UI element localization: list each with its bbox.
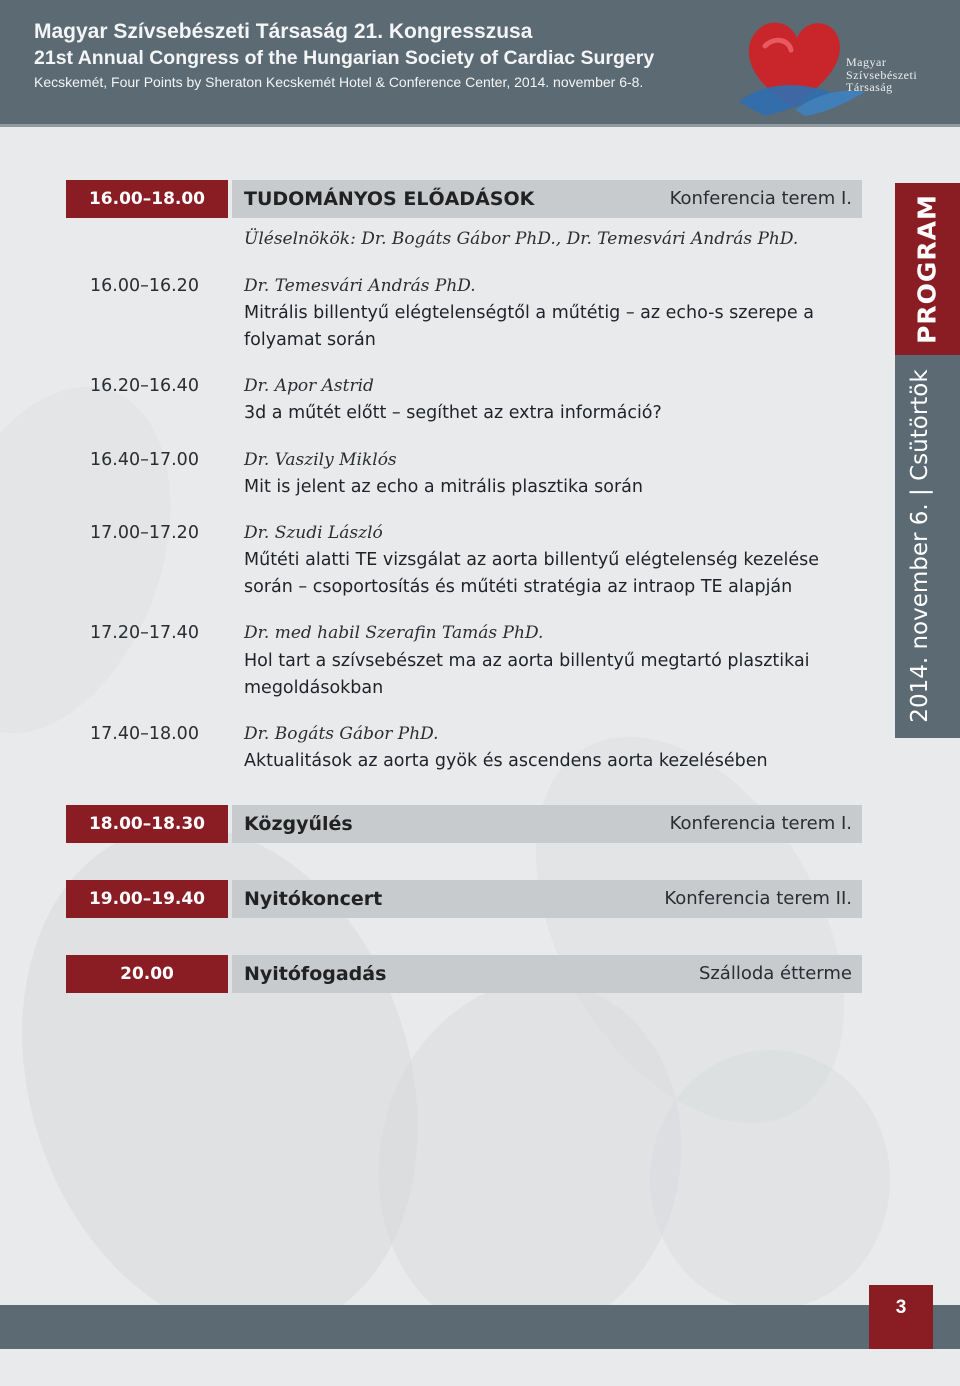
session-chairs: Üléselnökök: Dr. Bogáts Gábor PhD., Dr. Temesvári András PhD.: [244, 229, 799, 249]
session-bar-body: [232, 180, 862, 218]
page-footer: [0, 1305, 960, 1349]
talk-time: 17.40–18.00: [90, 724, 199, 744]
talk-time: 17.00–17.20: [90, 523, 199, 543]
event-room: Szálloda étterme: [698, 963, 852, 984]
congress-title-hu: Magyar Szívsebészeti Társaság 21. Kongresszusa: [34, 20, 533, 43]
day-label: 2014. november 6. | Csütörtök: [907, 369, 933, 723]
event-time: 18.00–18.30: [66, 805, 228, 843]
page-header: [0, 0, 960, 127]
event-time: 20.00: [66, 955, 228, 993]
talk-time: 16.00–16.20: [90, 276, 199, 296]
program-label: PROGRAM: [912, 194, 942, 344]
talk-time: 17.20–17.40: [90, 623, 199, 643]
event-bar: [66, 805, 862, 843]
event-time: 19.00–19.40: [66, 880, 228, 918]
event-bar-body: [232, 955, 862, 993]
talk-speaker: Dr. Bogáts Gábor PhD.: [244, 724, 439, 744]
session-bar: [66, 180, 862, 218]
talk-title: Aktualitások az aorta gyök és ascendens aorta kezelésében: [244, 751, 768, 771]
event-bar: [66, 955, 862, 993]
event-bar: [66, 880, 862, 918]
logo-text-line: Magyar: [846, 55, 887, 69]
talk-time: 16.20–16.40: [90, 376, 199, 396]
event-title: Nyitófogadás: [244, 963, 387, 985]
talk-speaker: Dr. Szudi László: [244, 523, 383, 543]
talk-speaker: Dr. Vaszily Miklós: [244, 450, 397, 470]
congress-venue: Kecskemét, Four Points by Sheraton Kecskemét Hotel & Conference Center, 2014. november 6-8.: [34, 74, 644, 90]
event-room: Konferencia terem I.: [669, 813, 852, 834]
background-sculpture-shape: [0, 353, 215, 767]
logo-text-line: Szívsebészeti: [846, 67, 918, 82]
talk-speaker: Dr. Apor Astrid: [244, 376, 374, 396]
logo-text-line: Társaság: [846, 80, 893, 94]
talk-title: 3d a műtét előtt – segíthet az extra információ?: [244, 403, 662, 423]
header-text: [34, 18, 654, 93]
session-room: Konferencia terem I.: [669, 188, 852, 209]
event-title: Nyitókoncert: [244, 888, 383, 910]
event-title: Közgyűlés: [244, 813, 353, 835]
talk-title: Mit is jelent az echo a mitrális plasztika során: [244, 477, 643, 497]
background-sculpture-shape: [650, 1050, 890, 1310]
talk-speaker: Dr. Temesvári András PhD.: [244, 276, 476, 296]
congress-title-en: 21st Annual Congress of the Hungarian Society of Cardiac Surgery: [34, 47, 655, 69]
session-time: 16.00–18.00: [66, 180, 228, 218]
talk-title: Mitrális billentyű elégtelenségtől a műtétig – az echo-s szerepe a folyamat során: [244, 303, 814, 350]
talk-title: Hol tart a szívsebészet ma az aorta billentyű megtartó plasztikai megoldásokban: [244, 651, 810, 698]
talk-time: 16.40–17.00: [90, 450, 199, 470]
page-number: 3: [869, 1285, 933, 1349]
talk-title: Műtéti alatti TE vizsgálat az aorta billentyű elégtelenség kezelése során – csoportosítás és műtéti stratégia az intraop TE alapján: [244, 550, 820, 597]
talk-speaker: Dr. med habil Szerafin Tamás PhD.: [244, 623, 544, 643]
society-logo-text: [846, 56, 917, 94]
session-title: TUDOMÁNYOS ELŐADÁSOK: [244, 188, 535, 210]
event-bar-body: [232, 805, 862, 843]
event-room: Konferencia terem II.: [664, 888, 852, 909]
event-bar-body: [232, 880, 862, 918]
